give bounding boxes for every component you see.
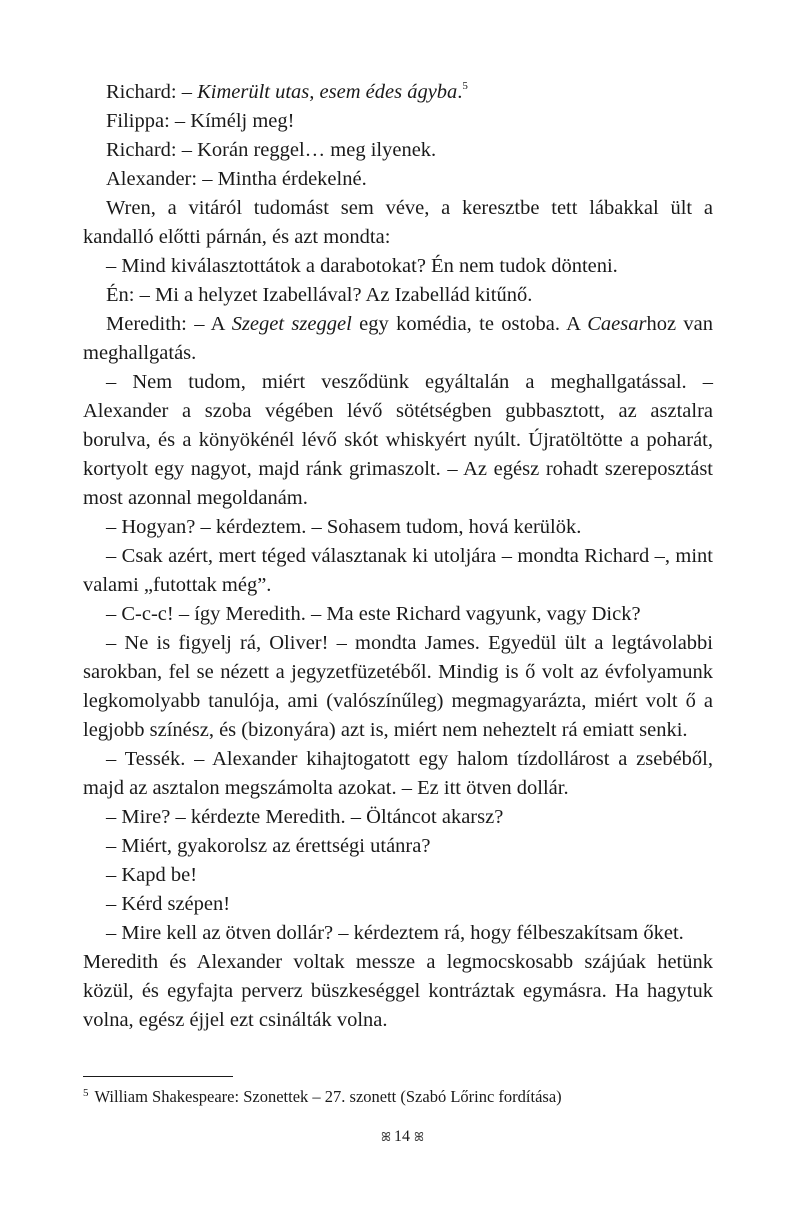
paragraph: – Tessék. – Alexander kihajtogatott egy halom tízdollárost a zsebéből, majd az asztalon megszámolta azokat. – Ez itt ötven dollár. (83, 748, 713, 799)
footnote-number: 5 (83, 1087, 89, 1099)
paragraph: – Ne is figyelj rá, Oliver! – mondta James. Egyedül ült a legtávolabbi sarokban, fel se nézett a jegyzetfüzetéből. Mindig is ő volt az évfolyamunk legkomolyabb tanulója, ami (valószínűleg) megmagyarázta, miért volt ő a legjobb színész, és (bizonyára) azt is, miért nem neheztelt rá emiatt senki. (83, 632, 713, 741)
play-title: Caesar (587, 313, 647, 335)
body-text (83, 78, 713, 1035)
paragraph: – Hogyan? – kérdeztem. – Sohasem tudom, hová kerülök. (106, 516, 582, 538)
paragraph: – Kapd be! (106, 864, 198, 886)
paragraph: – Kérd szépen! (106, 893, 231, 915)
footnote (83, 1082, 723, 1108)
paragraph: Wren, a vitáról tudomást sem véve, a keresztbe tett lábakkal ült a kandalló előtti párnán, és azt mondta: (83, 197, 713, 248)
ornament-left-icon: ꕤ (381, 1130, 390, 1144)
paragraph: Filippa: – Kímélj meg! (106, 110, 295, 132)
page-footer (0, 1127, 804, 1147)
play-title: Szeget szeggel (231, 313, 352, 335)
ornament-right-icon: ꕤ (414, 1130, 423, 1144)
paragraph: – Mind kiválasztottátok a darabotokat? Én nem tudok dönteni. (106, 255, 618, 277)
paragraph: – Miért, gyakorolsz az érettségi utánra? (106, 835, 431, 857)
paragraph: Richard: – Kimerült utas, esem édes ágyba.$^5$ (106, 80, 468, 103)
paragraph: Meredith: – A Szeget szeggel egy komédia, te ostoba. A Caesarhoz van meghallgatás. (83, 313, 713, 364)
paragraph: Alexander: – Mintha érdekelné. (106, 168, 367, 190)
page-number: 14 (394, 1128, 410, 1145)
quoted-line: Kimerült utas, esem édes ágyba (197, 81, 458, 103)
paragraph: – Csak azért, mert téged választanak ki utoljára – mondta Richard –, mint valami „futottak még”. (83, 545, 713, 596)
footnote-text: William Shakespeare: Szonettek – 27. szonett (Szabó Lőrinc fordítása) (94, 1087, 562, 1106)
paragraph: Richard: – Korán reggel… meg ilyenek. (106, 139, 437, 161)
paragraph: Meredith és Alexander voltak messze a legmocskosabb szájúak hetünk közül, és egyfajta perverz büszkeséggel kontráztak egymásra. Ha hagytuk volna, egész éjjel ezt csinálták volna. (83, 951, 713, 1031)
paragraph: – Mire? – kérdezte Meredith. – Öltáncot akarsz? (106, 806, 504, 828)
paragraph: – C-c-c! – így Meredith. – Ma este Richard vagyunk, vagy Dick? (106, 603, 641, 625)
paragraph: – Mire kell az ötven dollár? – kérdeztem rá, hogy félbeszakítsam őket. (106, 922, 684, 944)
paragraph: Én: – Mi a helyzet Izabellával? Az Izabellád kitűnő. (106, 284, 533, 306)
footnote-ref: 5 (462, 80, 468, 92)
footnote-divider (83, 1076, 233, 1077)
paragraph: – Nem tudom, miért vesződünk egyáltalán a meghallgatással. – Alexander a szoba végében lévő sötétségben gubbasztott, az asztalra borulva, és a könyökénél lévő skót whiskyért nyúlt. Újratöltötte a poharát, kortyolt egy nagyot, majd ránk grimaszolt. – Az egész rohadt szereposztást most azonnal megoldanám. (83, 371, 713, 509)
